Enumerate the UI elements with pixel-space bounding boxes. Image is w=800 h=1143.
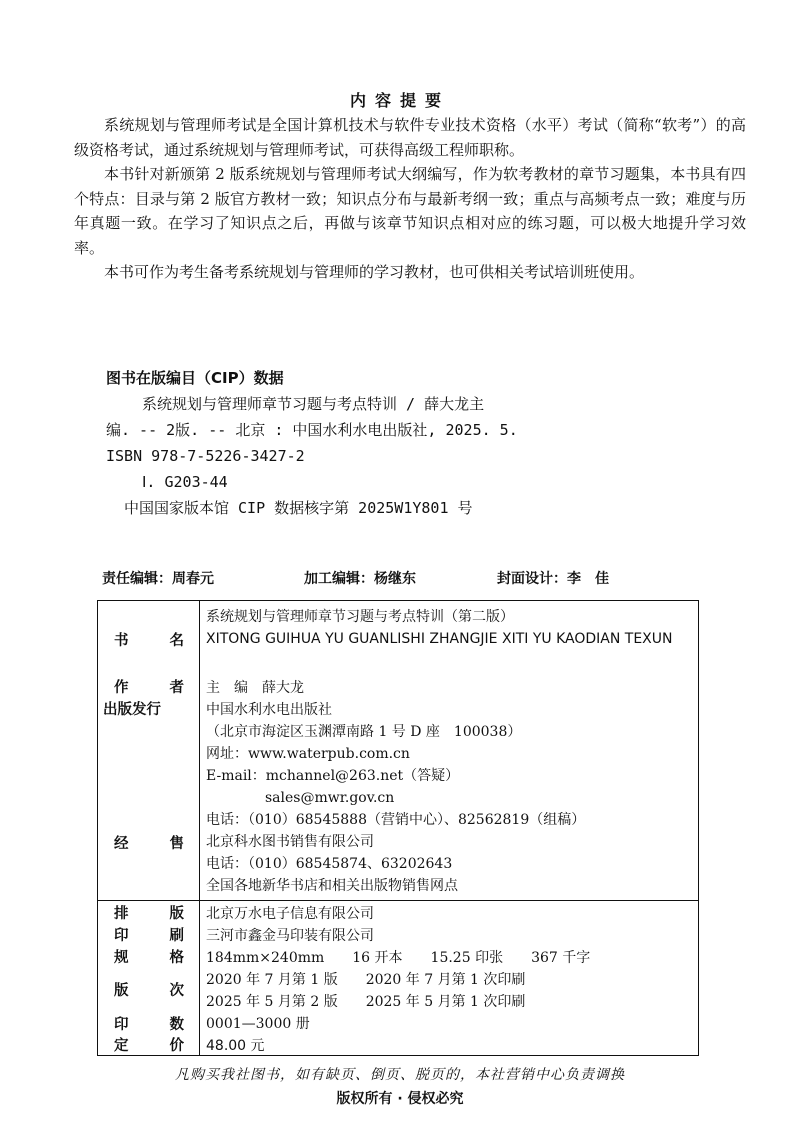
distribution-info — [206, 831, 696, 897]
edition-label-text: 版 — [114, 983, 129, 999]
printing-label-text: 印 — [114, 928, 129, 944]
typesetting-label — [100, 904, 196, 924]
edition-line: 2025 年 5 月第 2 版 2025 年 5 月第 1 次印刷 — [206, 994, 526, 1010]
label-char: 名 — [169, 633, 184, 649]
label-char: 版 — [169, 906, 184, 922]
edition-line: 2020 年 7 月第 1 版 2020 年 7 月第 1 次印刷 — [206, 972, 526, 988]
printing-label — [100, 926, 196, 946]
book-title-zh: 系统规划与管理师章节习题与考点特训（第二版） — [206, 609, 514, 625]
cip-record — [106, 391, 666, 521]
processing-editor: 加工编辑：杨继东 — [304, 571, 416, 587]
label-char: 刷 — [169, 928, 184, 944]
cip-line: 编. -- 2版. -- 北京 : 中国水利水电出版社, 2025. 5. — [106, 421, 518, 439]
publisher-label: 出版发行 — [103, 702, 161, 718]
copies-label-text: 印 — [114, 1017, 129, 1033]
printing-value: 三河市鑫金马印装有限公司 — [206, 928, 374, 944]
summary-paragraph: 本书可作为考生备考系统规划与管理师的学习教材，也可供相关考试培训班使用。 — [104, 263, 645, 281]
publisher-website: 网址：www.waterpub.com.cn — [206, 746, 410, 762]
book-name-label — [100, 631, 196, 651]
price-label — [100, 1036, 196, 1056]
specification-value: 184mm×240mm 16 开本 15.25 印张 367 千字 — [206, 950, 591, 966]
publisher-info — [206, 699, 696, 831]
cip-title: 图书在版编目（CIP）数据 — [106, 369, 284, 387]
price-label-text: 定 — [114, 1038, 129, 1054]
distributor-name: 北京科水图书销售有限公司 — [206, 834, 374, 850]
typesetting-label-text: 排 — [114, 906, 129, 922]
copyright-notice: 版权所有 · 侵权必究 — [336, 1091, 464, 1107]
edition-value — [206, 969, 696, 1013]
label-char: 次 — [169, 983, 184, 999]
responsible-editor: 责任编辑：周春元 — [102, 571, 214, 587]
specification-label — [100, 948, 196, 968]
cip-classification: Ⅰ. G203-44 — [142, 473, 228, 491]
label-char: 格 — [169, 950, 184, 966]
label-char: 数 — [169, 1017, 184, 1033]
label-char: 价 — [169, 1038, 184, 1054]
summary-paragraph: 系统规划与管理师考试是全国计算机技术与软件专业技术资格（水平）考试（简称“软考”）的高级资格考试，通过系统规划与管理师考试，可获得高级工程师职称。 — [74, 116, 746, 159]
publication-info-table — [97, 600, 699, 1056]
publisher-phone: 电话：（010）68545888（营销中心）、82562819（组稿） — [206, 812, 586, 828]
cip-verification-number: 中国国家版本馆 CIP 数据核字第 2025W1Y801 号 — [124, 499, 473, 517]
cip-line: 系统规划与管理师章节习题与考点特训 / 薛大龙主 — [142, 395, 485, 413]
typesetting-value: 北京万水电子信息有限公司 — [206, 906, 374, 922]
book-name-value — [206, 606, 691, 650]
distribution-network: 全国各地新华书店和相关出版物销售网点 — [206, 878, 458, 894]
publisher-email: E-mail：mchannel@263.net（答疑） — [206, 768, 460, 784]
copies-label — [100, 1015, 196, 1035]
table-divider — [199, 601, 200, 1055]
cip-isbn: ISBN 978-7-5226-3427-2 — [106, 447, 305, 465]
publisher-email-sales: sales@mwr.gov.cn — [265, 790, 395, 806]
book-title-pinyin: XITONG GUIHUA YU GUANLISHI ZHANGJIE XITI YU KAODIAN TEXUN — [206, 631, 673, 647]
specification-label-text: 规 — [114, 950, 129, 966]
summary-paragraph: 本书针对新颁第 2 版系统规划与管理师考试大纲编写，作为软考教材的章节习题集，本书具有四个特点：目录与第 2 版官方教材一致；知识点分布与最新考纲一致；重点与高频考点一致；难度与历年真题一致。在学习了知识点之后，再做与该章节知识点相对应的练习题，可以极大地提升学习效率。 — [74, 165, 746, 257]
distributor-phone: 电话：（010）68545874、63202643 — [206, 856, 453, 872]
table-divider — [98, 900, 698, 901]
summary-title: 内容提要 — [349, 91, 450, 110]
copies-value: 0001—3000 册 — [206, 1016, 310, 1032]
author-value: 主 编 薛大龙 — [206, 680, 304, 696]
distribution-label-text: 经 — [114, 836, 129, 852]
edition-label — [100, 981, 196, 1001]
author-label — [100, 678, 196, 698]
distribution-label — [100, 834, 196, 854]
cover-designer: 封面设计：李 佳 — [497, 571, 609, 587]
summary-body — [74, 113, 746, 285]
publisher-name: 中国水利水电出版社 — [206, 702, 332, 718]
label-char: 售 — [169, 836, 184, 852]
replacement-notice: 凡购买我社图书，如有缺页、倒页、脱页的，本社营销中心负责调换 — [175, 1067, 625, 1083]
author-label-text: 作 — [114, 680, 129, 696]
price-value: 48.00 元 — [206, 1038, 265, 1054]
label-char: 者 — [169, 680, 184, 696]
publisher-address: （北京市海淀区玉渊潭南路 1 号 D 座 100038） — [206, 724, 522, 740]
book-name-label-text: 书 — [114, 633, 129, 649]
